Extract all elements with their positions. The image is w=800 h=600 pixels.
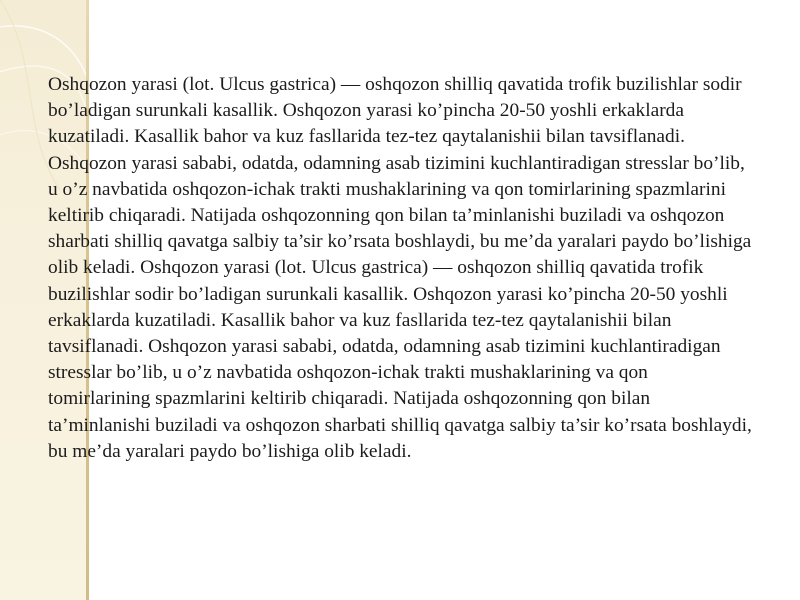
- slide-body-text: Oshqozon yarasi (lot. Ulcus gastrica) — oshqozon shilliq qavatida trofik buzilishlar sodir bo’ladigan surunkali kasallik. Oshqozon yarasi ko’pincha 20-50 yoshli erkaklarda kuzatiladi. Kasallik bahor va kuz fasllarida tez-tez qaytalanishii bilan tavsiflanadi. Oshqozon yarasi sababi, odatda, odamning asab tizimini kuchlantiradigan stresslar bo’lib, u o’z navbatida oshqozon-ichak trakti mushaklarining va qon tomirlarining spazmlarini keltirib chiqaradi. Natijada oshqozonning qon bilan ta’minlanishi buziladi va oshqozon sharbati shilliq qavatga salbiy ta’sir ko’rsata boshlaydi, bu me’da yaralari paydo bo’lishiga olib keladi. Oshqozon yarasi (lot. Ulcus gastrica) — oshqozon shilliq qavatida trofik buzilishlar sodir bo’ladigan surunkali kasallik. Oshqozon yarasi ko’pincha 20-50 yoshli erkaklarda kuzatiladi. Kasallik bahor va kuz fasllarida tez-tez qaytalanishii bilan tavsiflanadi. Oshqozon yarasi sababi, odatda, odamning asab tizimini kuchlantiradigan stresslar bo’lib, u o’z navbatida oshqozon-ichak trakti mushaklarining va qon tomirlarining spazmlarini keltirib chiqaradi. Natijada oshqozonning qon bilan ta’minlanishi buziladi va oshqozon sharbati shilliq qavatga salbiy ta’sir ko’rsata boshlaydi, bu me’da yaralari paydo bo’lishiga olib keladi.: [48, 74, 752, 462]
